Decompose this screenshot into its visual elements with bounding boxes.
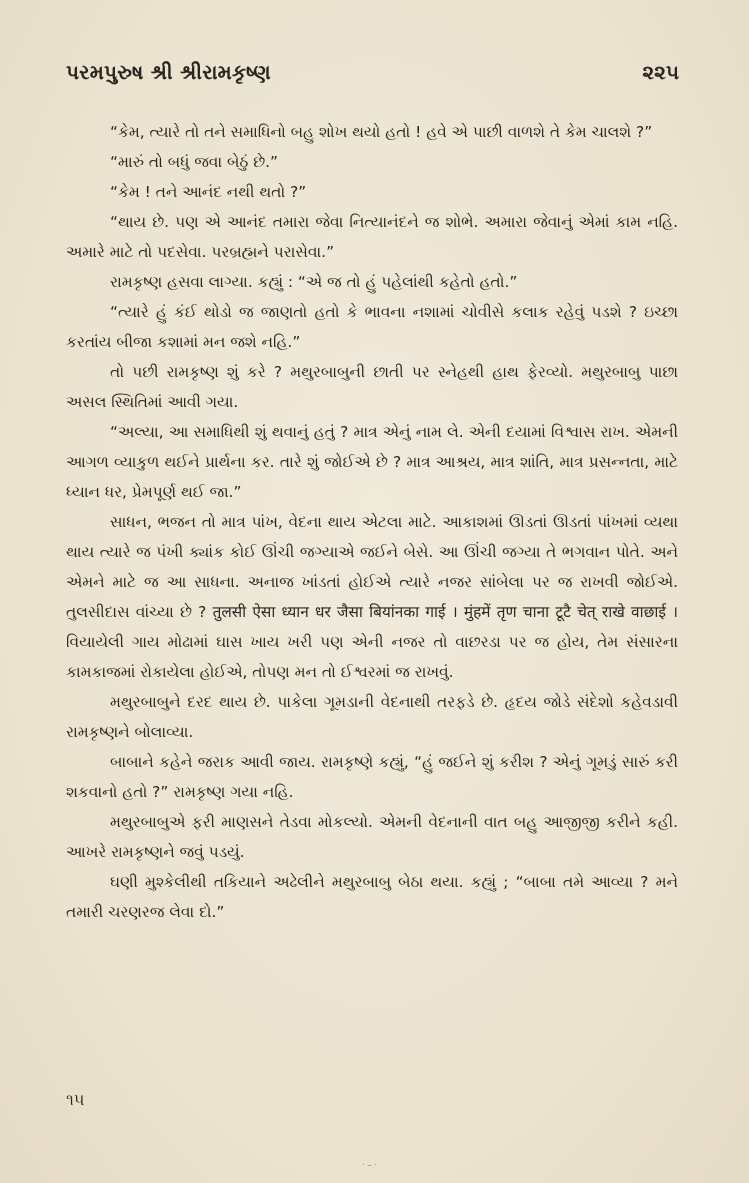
page-header xyxy=(66,60,679,96)
paragraph: “મારું તો બધું જવા બેઠું છે.” xyxy=(110,153,278,171)
signature-mark: ૧૫ xyxy=(66,1090,85,1109)
page-number: ૨૨૫ xyxy=(642,60,679,84)
paragraph: તો પછી રામકૃષ્ણ શું કરે ? મથુરબાબુની છાતી પર સ્નેહથી હાથ ફેરવ્યો. મથુરબાબુ પાછા અસલ સ્થિતિમાં આવી ગયા. xyxy=(66,363,678,411)
paragraph: મથુરબાબુને દરદ થાય છે. પાકેલા ગૂમડાની વેદનાથી તરફડે છે. હૃદય જોડે સંદેશો કહેવડાવી રામકૃષ્ણને બોલાવ્યા. xyxy=(66,693,678,741)
body-text xyxy=(66,117,678,927)
print-ornament: ·–· xyxy=(362,1160,380,1171)
running-title: પરમપુરુષ શ્રી શ્રીરામકૃષ્ણ xyxy=(66,60,271,84)
paragraph: મથુરબાબુએ ફરી માણસને તેડવા મોકલ્યો. એમની વેદનાની વાત બહુ આજીજી કરીને કહી. આખરે રામકૃષ્ણને જવું પડયું. xyxy=(66,813,678,861)
paragraph: “કેમ, ત્યારે તો તને સમાધિનો બહુ શોખ થયો હતો ! હવે એ પાછી વાળશે તે કેમ ચાલશે ?” xyxy=(110,123,653,141)
paragraph: “ત્યારે હું કંઈ થોડો જ જાણતો હતો કે ભાવના નશામાં ચોવીસે કલાક રહેવું પડશે ? ઇચ્છા કરતાંય બીજા કશામાં મન જશે નહિ.” xyxy=(66,303,678,351)
paragraph: બાબાને કહેને જરાક આવી જાય. રામકૃષ્ણે કહ્યું, “હું જઈને શું કરીશ ? એનું ગૂમડું સારું કરી શકવાનો હતો ?” રામકૃષ્ણ ગયા નહિ. xyxy=(66,753,678,801)
paragraph: સાધન, ભજન તો માત્ર પાંખ, વેદના થાય એટલા માટે. આકાશમાં ઊડતાં ઊડતાં પાંખમાં વ્યથા થાય ત્યારે જ પંખી ક્યાંક કોઈ ઊંચી જગ્યાએ જઈને બેસે. આ ઊંચી જગ્યા તે ભગવાન પોતે. અને એમને માટે જ આ સાધના. અનાજ ખાંડતાં હોઈએ ત્યારે નજર સાંબેલા પર જ રાખવી જોઈએ. તુલસીદાસ વાંચ્યા છે ? तुलसी ऐसा ध्यान धर जैसा बियांनका गाई । मुंहमें तृण चाना टूटै चेत् राखे वाछाई । વિયાયેલી ગાય મોઢામાં ઘાસ ખાય ખરી પણ એની નજર તો વાછરડા પર જ હોય, તેમ સંસારના કામકાજમાં રોકાયેલા હોઈએ, તોપણ મન તો ઈશ્વરમાં જ રાખવું. xyxy=(66,513,678,681)
paragraph: “કેમ ! તને આનંદ નથી થતો ?” xyxy=(110,183,307,201)
paragraph: રામકૃષ્ણ હસવા લાગ્યા. કહ્યું : “એ જ તો હું પહેલાંથી કહેતો હતો.” xyxy=(110,273,518,291)
paragraph: ઘણી મુશ્કેલીથી તકિયાને અઢેલીને મથુરબાબુ બેઠા થયા. કહ્યું ; “બાબા તમે આવ્યા ? મને તમારી ચરણરજ લેવા દો.” xyxy=(66,873,678,921)
paragraph: “અલ્યા, આ સમાધિથી શું થવાનું હતું ? માત્ર એનું નામ લે. એની દયામાં વિશ્વાસ રાખ. એમની આગળ વ્યાકુળ થઈને પ્રાર્થના કર. તારે શું જોઈએ છે ? માત્ર આશ્રય, માત્ર શાંતિ, માત્ર પ્રસન્નતા, માટે ધ્યાન ધર, પ્રેમપૂર્ણ થઈ જા.” xyxy=(66,423,678,501)
paragraph: “થાય છે. પણ એ આનંદ તમારા જેવા નિત્યાનંદને જ શોભે. અમારા જેવાનું એમાં કામ નહિ. અમારે માટે તો પદસેવા. પરબ્રહ્મને પરાસેવા.” xyxy=(66,213,678,261)
